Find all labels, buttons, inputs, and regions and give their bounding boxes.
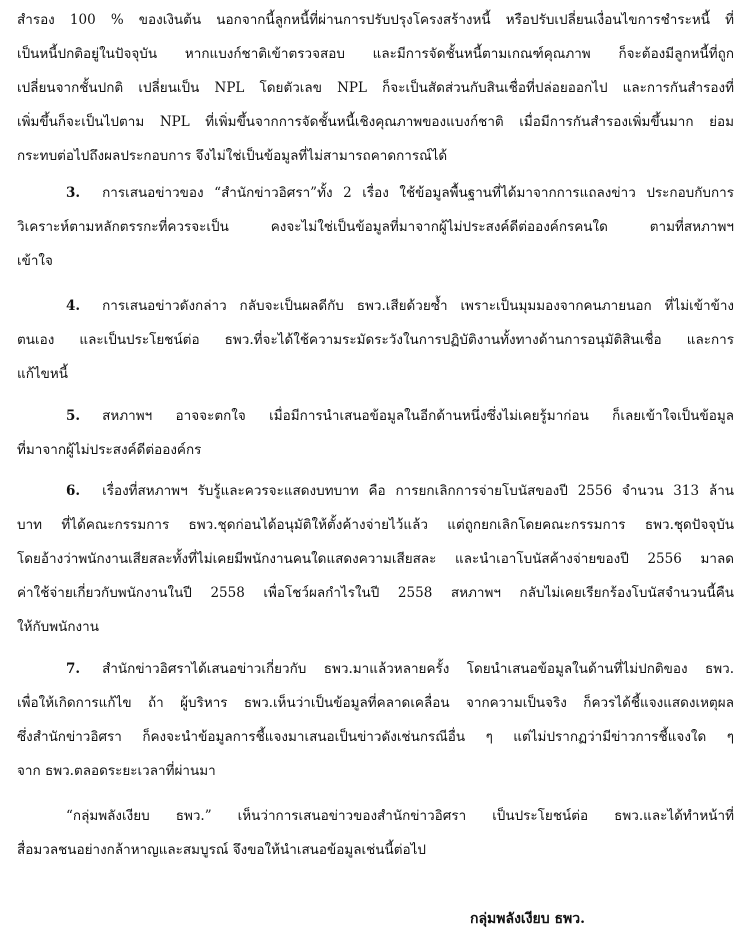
item-number: 5. xyxy=(66,408,81,424)
paragraph-item-6 xyxy=(0,474,750,644)
signature: กลุ่มพลังเงียบ ธพว. xyxy=(470,911,586,927)
item-number: 6. xyxy=(66,483,81,499)
text-line: ตนเอง และเป็นประโยชน์ต่อ ธพว.ที่จะได้ใช้ความระมัดระวังในการปฏิบัติงานทั้งทางด้านการอนุมัติสินเชื่อ และการ xyxy=(17,332,734,348)
text-line: เปลี่ยนจากชั้นปกติ เปลี่ยนเป็น NPL โดยตัวเลข NPL ก็จะเป็นสัดส่วนกับสินเชื่อที่ปล่อยออกไป และการกันสำรองที่ xyxy=(17,80,734,96)
text-line-content: สหภาพฯ อาจจะตกใจ เมื่อมีการนำเสนอข้อมูลในอีกด้านหนึ่งซึ่งไม่เคยรู้มาก่อน ก็เลยเข้าใจเป็นข้อมูล xyxy=(102,408,734,424)
paragraph-item-4 xyxy=(0,289,750,391)
text-line: เพิ่มขึ้นก็จะเป็นไปตาม NPL ที่เพิ่มขึ้นจากการจัดชั้นหนี้เชิงคุณภาพของแบงก์ชาติ เมื่อมีการกันสำรองเพิ่มขึ้นมาก ย่อม xyxy=(17,114,734,130)
text-line: กระทบต่อไปถึงผลประกอบการ จึงไม่ใช่เป็นข้อมูลที่ไม่สามารถคาดการณ์ได้ xyxy=(17,148,448,164)
text-line: สำรอง 100 % ของเงินต้น นอกจากนี้ลูกหนี้ที่ผ่านการปรับปรุงโครงสร้างหนี้ หรือปรับเปลี่ยนเงื่อนไขการชำระหนี้ ที่ xyxy=(17,12,734,28)
text-line: ซึ่งสำนักข่าวอิศรา ก็คงจะนำข้อมูลการชี้แจงมาเสนอเป็นข่าวดังเช่นกรณีอื่น ๆ แต่ไม่ปรากฏว่ามีข่าวการชี้แจงใด ๆ xyxy=(17,729,734,745)
text-line: แก้ไขหนี้ xyxy=(17,366,69,382)
text-line xyxy=(0,289,750,323)
text-line: โดยอ้างว่าพนักงานเสียสละทั้งที่ไม่เคยมีพนักงานคนใดแสดงความเสียสละ และนำเอาโบนัสค้างจ่ายของปี 2556 มาลด xyxy=(17,551,734,567)
paragraph-item-5 xyxy=(0,399,750,467)
text-line xyxy=(0,474,750,508)
text-line: ค่าใช้จ่ายเกี่ยวกับพนักงานในปี 2558 เพื่อโชว์ผลกำไรในปี 2558 สหภาพฯ กลับไม่เคยเรียกร้องโบนัสจำนวนนี้คืน xyxy=(17,585,734,601)
text-line: เป็นหนี้ปกติอยู่ในปัจจุบัน หากแบงก์ชาติเข้าตรวจสอบ และมีการจัดชั้นหนี้ตามเกณฑ์คุณภาพ ก็จะต้องมีลูกหนี้ที่ถูก xyxy=(17,46,734,62)
text-line: ที่มาจากผู้ไม่ประสงค์ดีต่อองค์กร xyxy=(17,442,202,458)
text-line: “กลุ่มพลังเงียบ ธพว.” เห็นว่าการเสนอข่าวของสำนักข่าวอิศรา เป็นประโยชน์ต่อ ธพว.และได้ทำหน้าที่ xyxy=(66,808,734,824)
text-line: สื่อมวลชนอย่างกล้าหาญและสมบูรณ์ จึงขอให้นำเสนอข้อมูลเช่นนี้ต่อไป xyxy=(17,842,426,858)
text-line xyxy=(0,399,750,433)
paragraph-item-7 xyxy=(0,652,750,788)
text-line-content: การเสนอข่าวของ “สำนักข่าวอิศรา”ทั้ง 2 เรื่อง ใช้ข้อมูลพื้นฐานที่ได้มาจากการแถลงข่าว ประกอบกับการ xyxy=(102,185,734,201)
text-line: ให้กับพนักงาน xyxy=(17,619,99,635)
paragraph-item-3 xyxy=(0,176,750,278)
text-line: วิเคราะห์ตามหลักตรรกะที่ควรจะเป็น คงจะไม่ใช่เป็นข้อมูลที่มาจากผู้ไม่ประสงค์ดีต่อองค์กรคนใด ตามที่สหภาพฯ xyxy=(17,219,734,235)
item-number: 3. xyxy=(66,185,81,201)
text-line: จาก ธพว.ตลอดระยะเวลาที่ผ่านมา xyxy=(17,763,216,779)
text-line-content: การเสนอข่าวดังกล่าว กลับจะเป็นผลดีกับ ธพว.เสียด้วยซ้ำ เพราะเป็นมุมมองจากคนภายนอก ที่ไม่เข้าข้าง xyxy=(102,298,734,314)
text-line-content: สำนักข่าวอิศราได้เสนอข่าวเกี่ยวกับ ธพว.มาแล้วหลายครั้ง โดยนำเสนอข้อมูลในด้านที่ไม่ปกติของ ธพว. xyxy=(102,661,734,677)
item-number: 4. xyxy=(66,298,81,314)
text-line: เพื่อให้เกิดการแก้ไข ถ้า ผู้บริหาร ธพว.เห็นว่าเป็นข้อมูลที่คลาดเคลื่อน จากความเป็นจริง ก็ควรได้ชี้แจงแสดงเหตุผล xyxy=(17,695,734,711)
paragraph-closing xyxy=(0,799,750,867)
text-line: บาท ที่ได้คณะกรรมการ ธพว.ชุดก่อนได้อนุมัติให้ตั้งค้างจ่ายไว้แล้ว แต่ถูกยกเลิกโดยคณะกรรมการ ธพว.ชุดปัจจุบัน xyxy=(17,517,734,533)
text-line xyxy=(0,652,750,686)
item-number: 7. xyxy=(66,661,81,677)
paragraph-continuation xyxy=(0,3,750,173)
text-line-content: เรื่องที่สหภาพฯ รับรู้และควรจะแสดงบทบาท คือ การยกเลิกการจ่ายโบนัสของปี 2556 จำนวน 313 ล้าน xyxy=(102,483,734,499)
text-line xyxy=(0,176,750,210)
text-line: เข้าใจ xyxy=(17,253,53,269)
